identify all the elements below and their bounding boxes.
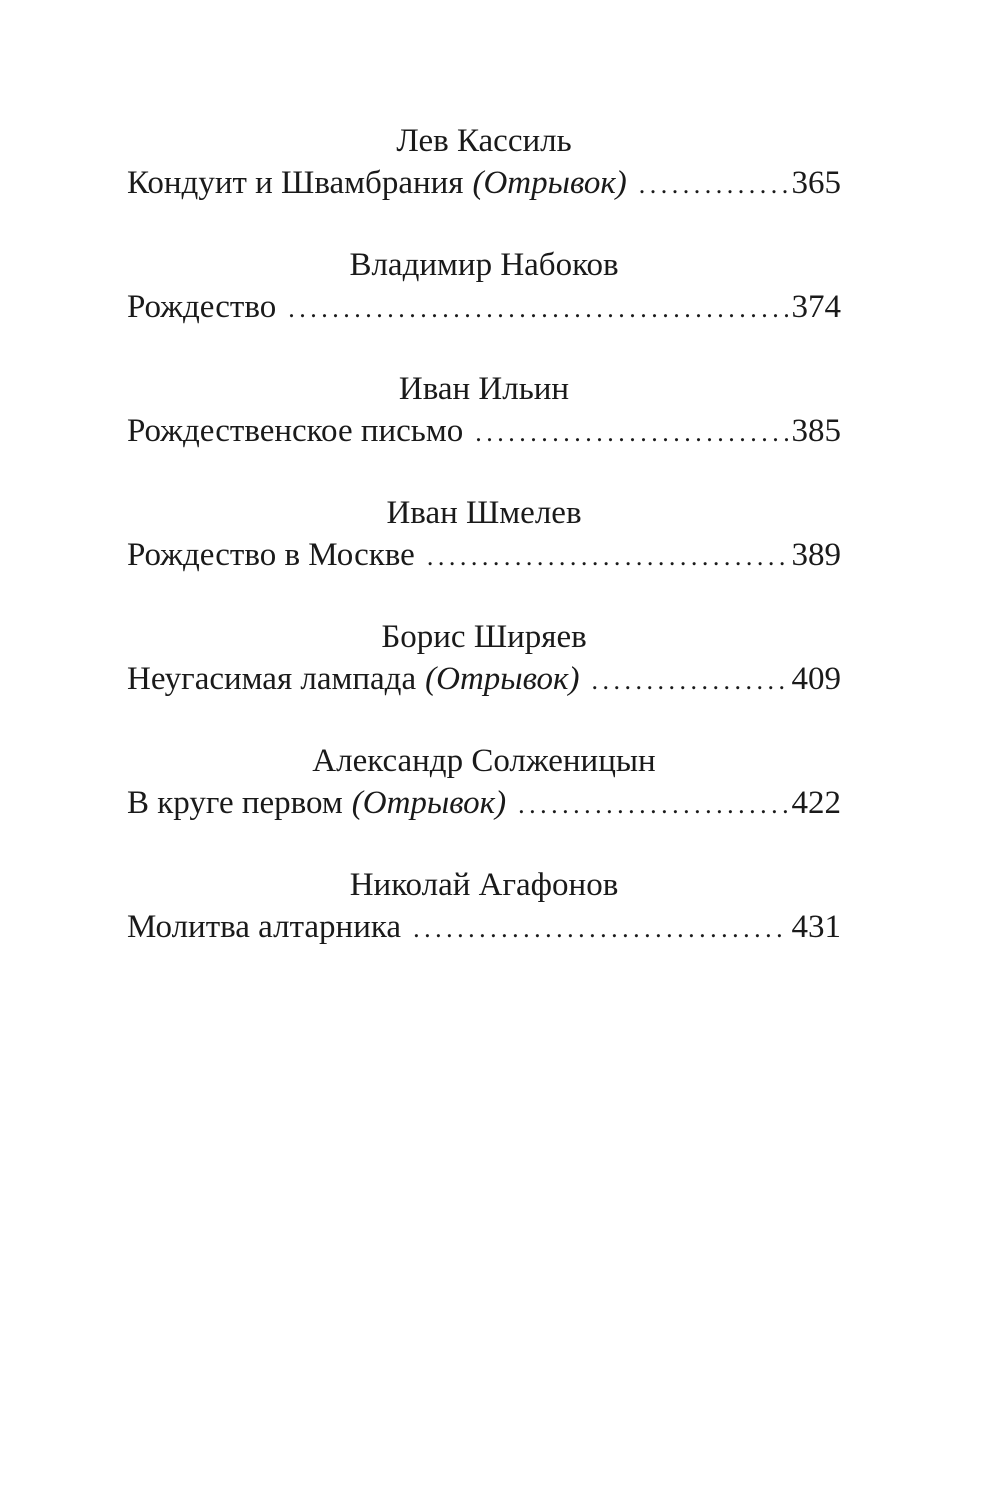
page-number: 374: [791, 289, 841, 325]
dot-leader: [518, 784, 787, 824]
work-title: Неугасимая лампада: [127, 661, 417, 697]
work-title: Кондуит и Швамбрания: [127, 165, 464, 201]
dot-leader: [475, 412, 787, 452]
author-name: Николай Агафонов: [349, 867, 619, 903]
toc-entry: [127, 120, 841, 204]
work-line: [127, 782, 841, 824]
page-number: 431: [791, 909, 841, 945]
toc-entry: [127, 616, 841, 700]
work-title: Рождественское письмо: [127, 413, 464, 449]
author-name: Иван Ильин: [398, 371, 570, 407]
page-number: 385: [791, 413, 841, 449]
author-name: Борис Ширяев: [381, 619, 587, 655]
work-title: В круге первом: [127, 785, 343, 821]
author-name: Иван Шмелев: [386, 495, 582, 531]
excerpt-note: (Отрывок): [351, 785, 507, 821]
dot-leader: [639, 164, 788, 204]
work-title: Молитва алтарника: [127, 909, 402, 945]
toc-entry: [127, 244, 841, 328]
page-number: 422: [791, 785, 841, 821]
dot-leader: [427, 536, 788, 576]
author-name: Лев Кассиль: [396, 123, 572, 159]
work-line: [127, 410, 841, 452]
dot-leader: [288, 288, 787, 328]
toc-entry: [127, 368, 841, 452]
work-title: Рождество: [127, 289, 277, 325]
toc-entry: [127, 740, 841, 824]
excerpt-note: (Отрывок): [425, 661, 580, 697]
toc-entry: [127, 492, 841, 576]
work-title: Рождество в Москве: [127, 537, 415, 573]
page-number: 409: [791, 661, 841, 697]
page-number: 365: [791, 165, 841, 201]
page-number: 389: [791, 537, 841, 573]
work-line: [127, 658, 841, 700]
work-line: [127, 162, 841, 204]
work-line: [127, 534, 841, 576]
dot-leader: [591, 660, 787, 700]
toc-entry: [127, 864, 841, 948]
table-of-contents: [127, 120, 841, 988]
dot-leader: [413, 908, 787, 948]
author-name: Александр Солженицын: [312, 743, 656, 779]
work-line: [127, 906, 841, 948]
work-line: [127, 286, 841, 328]
excerpt-note: (Отрывок): [472, 165, 627, 201]
author-name: Владимир Набоков: [349, 247, 619, 283]
